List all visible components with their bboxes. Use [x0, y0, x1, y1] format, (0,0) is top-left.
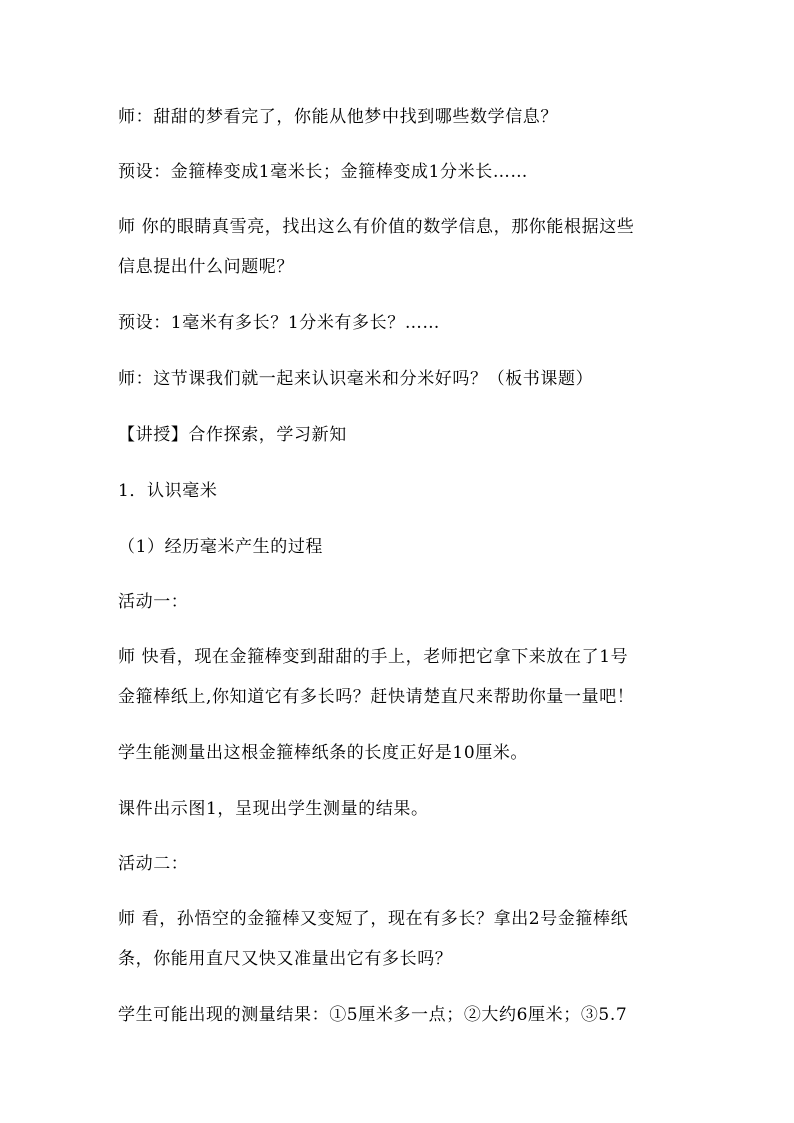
subsection-heading-millimeter: 1．认识毫米	[118, 481, 218, 501]
subsection-heading-process: （1）经历毫米产生的过程	[118, 537, 324, 557]
preset-answer-line-2: 预设：1毫米有多长？1分米有多长？……	[118, 313, 441, 333]
teacher-praise-line-continued: 信息提出什么问题呢？	[118, 257, 294, 277]
activity-one-heading: 活动一：	[118, 592, 189, 612]
student-measure-result-line: 学生能测量出这根金箍棒纸条的长度正好是10厘米。	[118, 743, 529, 763]
teacher-praise-line: 师 你的眼睛真雪亮，找出这么有价值的数学信息，那你能根据这些	[118, 217, 635, 237]
teacher-lesson-intro-line: 师：这节课我们就一起来认识毫米和分米好吗？（板书课题）	[118, 369, 594, 389]
preset-answer-line-1: 预设：金箍棒变成1毫米长；金箍棒变成1分米长……	[118, 162, 529, 182]
courseware-figure-line: 课件出示图1，呈现出学生测量的结果。	[118, 799, 429, 819]
teacher-line-dream-question: 师：甜甜的梦看完了，你能从他梦中找到哪些数学信息？	[118, 107, 558, 127]
teacher-activity-one-line: 师 快看，现在金箍棒变到甜甜的手上，老师把它拿下来放在了1号	[118, 647, 629, 667]
teacher-activity-two-line-continued: 条，你能用直尺又快又准量出它有多长吗？	[118, 949, 453, 969]
teacher-activity-two-line: 师 看，孙悟空的金箍棒又变短了，现在有多长？拿出2号金箍棒纸	[118, 909, 629, 929]
teacher-activity-one-line-continued: 金箍棒纸上,你知道它有多长吗？赶快请楚直尺来帮助你量一量吧！	[118, 687, 635, 707]
activity-two-heading: 活动二：	[118, 854, 189, 874]
possible-results-line: 学生可能出现的测量结果：①5厘米多一点；②大约6厘米；③5.7	[118, 1005, 628, 1025]
section-heading-teaching: 【讲授】合作探索，学习新知	[118, 425, 347, 445]
